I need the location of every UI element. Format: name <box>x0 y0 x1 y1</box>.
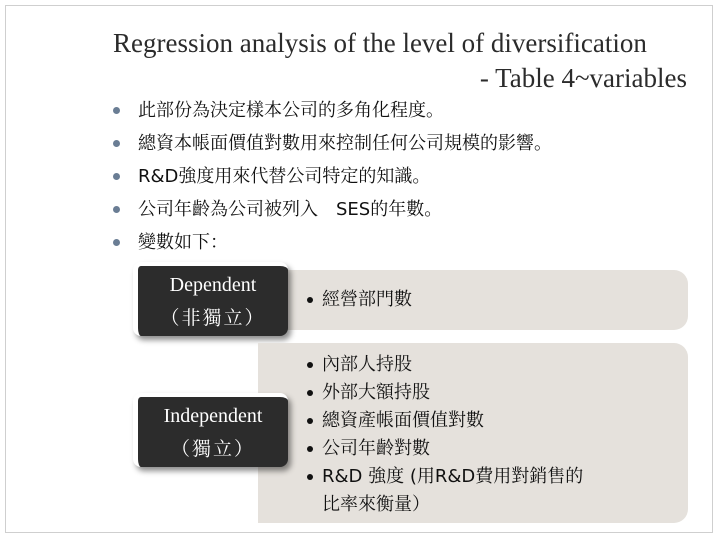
independent-item-text: 外部大額持股 <box>322 382 430 403</box>
independent-item-text: 內部人持股 <box>322 354 412 375</box>
dependent-item-text: 經營部門數 <box>322 289 412 310</box>
bullet-list <box>112 94 702 259</box>
dependent-label-zh: （非獨立） <box>160 307 266 329</box>
independent-item <box>304 463 688 491</box>
bullet-dot-icon <box>307 362 313 368</box>
dependent-label-box <box>133 262 288 336</box>
bullet-dot-icon <box>307 297 313 303</box>
bullet-dot-icon <box>113 206 120 213</box>
independent-item-text: 公司年齡對數 <box>322 438 430 459</box>
dependent-label-en: Dependent <box>169 274 257 296</box>
bullet-dot-icon <box>113 173 120 180</box>
slide-title-line1: Regression analysis of the level of diversification <box>113 28 647 58</box>
independent-item-text: R&D 強度 (用R&D費用對銷售的 <box>322 466 584 487</box>
bullet-dot-icon <box>307 446 313 452</box>
bullet-dot-icon <box>113 239 120 246</box>
bullet-item <box>112 193 702 226</box>
independent-label-en: Independent <box>163 405 263 427</box>
bullet-dot-icon <box>307 474 313 480</box>
slide-title-line2: - Table 4~variables <box>479 63 687 93</box>
independent-item-continuation <box>304 491 688 519</box>
independent-label-zh: （獨立） <box>170 438 255 460</box>
bullet-text: R&D強度用來代替公司特定的知識。 <box>138 166 431 187</box>
dependent-item <box>304 286 688 314</box>
independent-label-box <box>133 393 288 467</box>
bullet-text: 變數如下： <box>138 232 228 253</box>
bullet-item <box>112 226 702 259</box>
independent-item <box>304 435 688 463</box>
bullet-text: 總資本帳面價值對數用來控制任何公司規模的影響。 <box>138 133 552 154</box>
bullet-dot-icon <box>307 418 313 424</box>
independent-item-text: 比率來衡量） <box>322 494 430 515</box>
bullet-dot-icon <box>113 140 120 147</box>
bullet-item <box>112 160 702 193</box>
independent-item <box>304 407 688 435</box>
independent-item-text: 總資產帳面價值對數 <box>322 410 484 431</box>
independent-item <box>304 379 688 407</box>
bullet-item <box>112 94 702 127</box>
independent-item <box>304 351 688 379</box>
bullet-dot-icon <box>113 107 120 114</box>
bullet-dot-icon <box>307 390 313 396</box>
bullet-item <box>112 127 702 160</box>
independent-panel <box>258 343 688 523</box>
dependent-panel <box>258 270 688 330</box>
bullet-text: 公司年齡為公司被列入 SES的年數。 <box>138 199 443 220</box>
bullet-text: 此部份為決定樣本公司的多角化程度。 <box>138 100 444 121</box>
